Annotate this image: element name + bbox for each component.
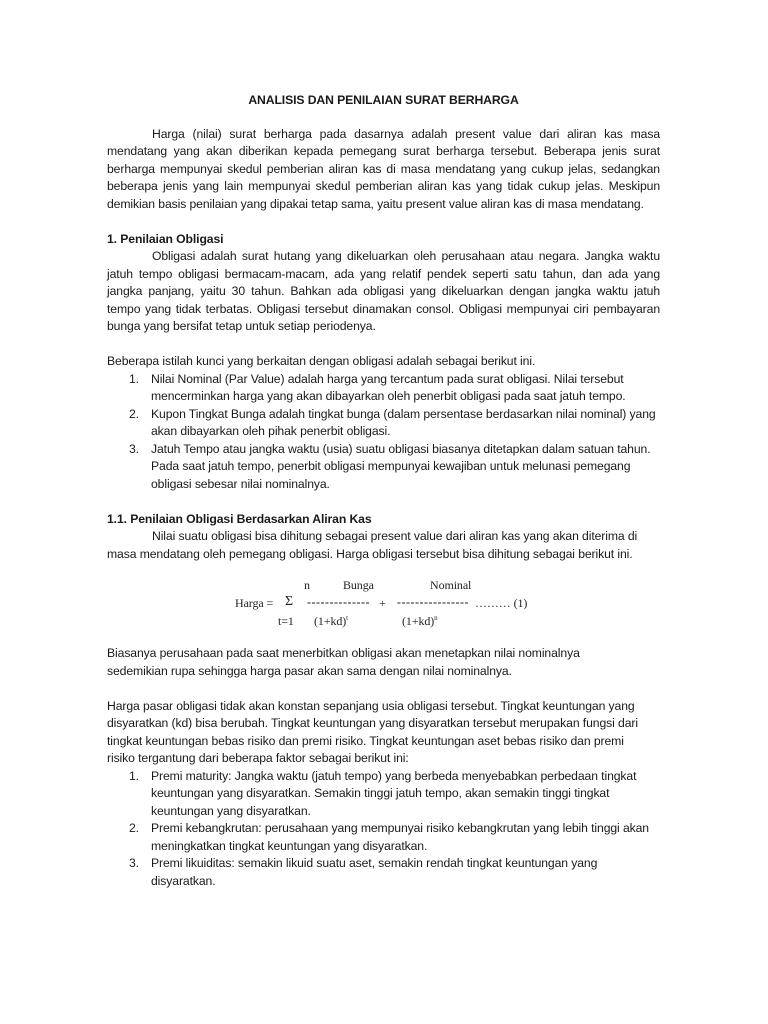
formula-lhs: Harga = xyxy=(235,596,274,610)
document-title: ANALISIS DAN PENILAIAN SURAT BERHARGA xyxy=(248,93,519,107)
list-item-text: Kupon Tingkat Bunga adalah tingkat bunga (dalam persentase berdasarkan nilai nominal) yang akan dibayarkan oleh pihak penerbit obligasi. xyxy=(151,406,656,438)
formula-fraction-bar-2: ---------------- xyxy=(397,595,469,609)
list-item-text: Premi kebangkrutan: perusahaan yang mempunyai risiko kebangkrutan yang lebih tinggi akan meningkatkan tingkat keuntungan yang disyaratkan. xyxy=(151,821,649,853)
list-number: 2. xyxy=(129,406,139,421)
intro-paragraph: Harga (nilai) surat berharga pada dasarnya adalah present value dari aliran kas masa mendatang yang akan diberikan kepada pemegang surat berharga tersebut. Beberapa jenis surat berharga mempunyai skedul pemberian aliran kas di masa mendatang yang cukup jelas, sedangkan beberapa jenis yang lain mempunyai skedul pemberian aliran kas yang tidak cukup jelas. Meskipun demikian basis penilaian yang dipakai tetap sama, yaitu present value aliran kas di masa mendatang. xyxy=(107,126,660,211)
sigma-icon: Σ xyxy=(285,594,294,609)
spacer xyxy=(107,633,660,645)
formula-equation-ref: ……… (1) xyxy=(475,596,528,610)
list-item xyxy=(107,406,660,441)
list-item-text: Premi maturity: Jangka waktu (jatuh tempo) yang berbeda menyebabkan perbedaan tingkat keuntungan yang disyaratkan. Semakin tinggi jatuh tempo, akan semakin tinggi tingkat keuntungan yang disyaratkan. xyxy=(151,768,637,818)
list-number: 2. xyxy=(129,821,139,835)
section-heading-penilaian-obligasi: 1. Penilaian Obligasi xyxy=(107,231,224,246)
risk-factors-list xyxy=(107,768,660,891)
list-number: 1. xyxy=(129,371,139,386)
spacer xyxy=(107,213,660,231)
formula-upper-limit: n xyxy=(304,578,310,592)
formula-lower-limit: t=1 xyxy=(278,614,294,628)
formula-numerator-nominal: Nominal xyxy=(430,578,472,592)
market-price-paragraph: Harga pasar obligasi tidak akan konstan sepanjang usia obligasi tersebut. Tingkat keuntungan yang disyaratkan (kd) bisa berubah. Tingkat keuntungan yang disyaratkan tersebut merupakan fungsi dari tingkat keuntungan bebas risiko dan premi risiko. Tingkat keuntungan aset bebas risiko dan premi risiko tergantung dari beberapa faktor sebagai berikut ini: xyxy=(107,698,638,765)
list-item xyxy=(107,768,660,821)
spacer xyxy=(107,336,660,354)
denominator-base: (1+kd) xyxy=(314,614,347,628)
bond-price-formula xyxy=(225,575,555,633)
after-formula-paragraph: Biasanya perusahaan pada saat menerbitkan obligasi akan menetapkan nilai nominalnya sedemikian rupa sehingga harga pasar akan sama dengan nilai nominalnya. xyxy=(107,646,580,678)
formula-denominator-1 xyxy=(314,613,348,631)
list-number: 3. xyxy=(129,441,139,456)
list-item xyxy=(107,371,660,406)
formula-denominator-2 xyxy=(402,613,438,631)
formula-plus: + xyxy=(379,596,386,610)
list-number: 3. xyxy=(129,856,139,870)
list-item-text: Jatuh Tempo atau jangka waktu (usia) suatu obligasi biasanya ditetapkan dalam satuan tahun. Pada saat jatuh tempo, penerbit obligasi mempunyai kewajiban untuk melunasi pemegang obligasi sebesar nilai nominalnya. xyxy=(151,441,651,491)
denominator-exponent: t xyxy=(346,614,349,622)
spacer xyxy=(107,680,660,698)
terms-intro: Beberapa istilah kunci yang berkaitan dengan obligasi adalah sebagai berikut ini. xyxy=(107,354,536,368)
list-item xyxy=(107,855,660,890)
spacer xyxy=(107,493,660,511)
obligasi-paragraph: Obligasi adalah surat hutang yang dikeluarkan oleh perusahaan atau negara. Jangka waktu jatuh tempo obligasi bermacam-macam, ada yang relatif pendek seperti satu tahun, dan ada yang jangka panjang, yaitu 30 tahun. Bahkan ada obligasi yang dikeluarkan dengan jangka waktu jatuh tempo yang tidak terbatas. Obligasi tersebut dinamakan consol. Obligasi mempunyai ciri pembayaran bunga yang bersifat tetap untuk setiap periodenya. xyxy=(107,249,660,333)
aliran-kas-paragraph: Nilai suatu obligasi bisa dihitung sebagai present value dari aliran kas yang akan diterima di masa mendatang oleh pemegang obligasi. Harga obligasi tersebut bisa dihitung sebagai berikut ini. xyxy=(107,529,638,561)
formula-fraction-bar-1: -------------- xyxy=(307,595,370,609)
list-item-text: Nilai Nominal (Par Value) adalah harga yang tercantum pada surat obligasi. Nilai tersebut mencerminkan harga yang akan dibayarkan oleh penerbit obligasi pada saat jatuh tempo. xyxy=(151,371,626,403)
list-item xyxy=(107,441,660,494)
formula-numerator-bunga: Bunga xyxy=(343,578,374,592)
key-terms-list xyxy=(107,371,660,494)
list-item xyxy=(107,820,660,855)
denominator-exponent: n xyxy=(434,614,438,622)
section-heading-aliran-kas: 1.1. Penilaian Obligasi Berdasarkan Aliran Kas xyxy=(107,511,372,526)
denominator-base: (1+kd) xyxy=(402,614,435,628)
list-number: 1. xyxy=(129,768,139,783)
document-page xyxy=(107,92,660,890)
list-item-text: Premi likuiditas: semakin likuid suatu aset, semakin rendah tingkat keuntungan yang disyaratkan. xyxy=(151,856,598,888)
